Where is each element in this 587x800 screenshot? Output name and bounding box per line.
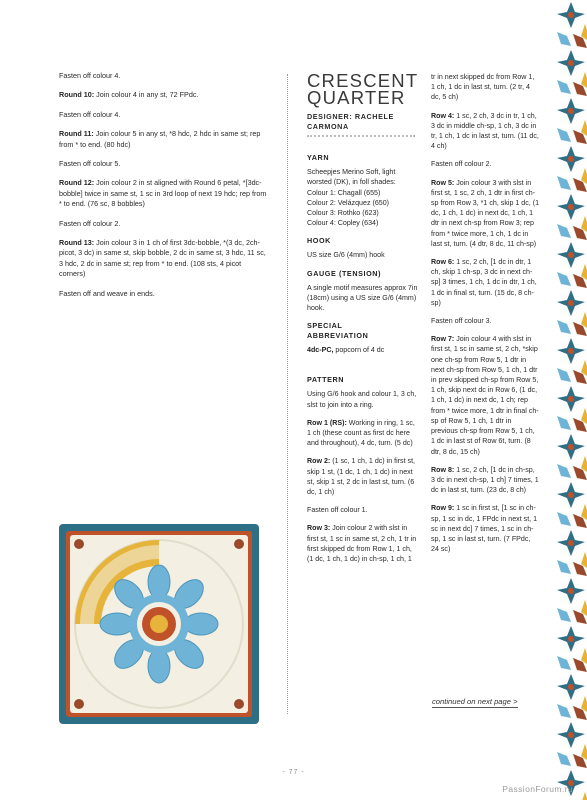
paragraph: Fasten off colour 1.: [307, 506, 368, 515]
designer-credit: DESIGNER: RACHELE CARMONA: [307, 112, 394, 131]
yarn-list: Scheepjes Merino Soft, light worsted (DK), in foll shades: Colour 1: Chagall (655) Colour 2: Velázquez (650) Colour 3: Rothko (623) Colour 4: Copley (634): [307, 167, 419, 228]
yarn-heading: YARN: [307, 153, 330, 163]
tile-star: [557, 2, 587, 48]
crochet-square-photo: [59, 524, 259, 724]
round-12: Round 12: Join colour 2 in st aligned with Round 6 petal, *[3dc-bobble] twice in same st, 1 sc in 3rd loop of next 19 hdc; rep from * to end. (76 sc, 8 bobbles): [59, 178, 267, 209]
row-4: Row 4: 1 sc, 2 ch, 3 dc in tr, 1 ch, 3 dc in middle ch-sp, 1 ch, 3 dc in tr, 1 ch, 1 dc in last st, turn. (11 dc, 4 ch): [431, 111, 539, 151]
left-column: [59, 71, 269, 308]
gauge-text: A single motif measures approx 7in (18cm) using a US size G/6 (4mm) hook.: [307, 283, 418, 313]
paragraph: Fasten off colour 2.: [59, 218, 121, 228]
yarn-colour: Colour 2: Velázquez (650): [307, 198, 390, 207]
hook-heading: HOOK: [307, 236, 331, 246]
pattern-title: CRESCENT QUARTER: [307, 70, 419, 108]
row-5: Row 5: Join colour 3 with slst in first st, 1 sc, 2 ch, 1 dtr in first ch-sp from Row 3, *1 ch, skip 1 dc, (1 dc, 1 ch, 1 dc) in next dc, 1 ch, 1 dtr in next ch-sp from Row 3; rep from * twice more, 1 ch, 1 dc in last st, turn. (4 dtr, 8 dc, 11 ch-sp): [431, 178, 540, 248]
pattern-intro: Using G/6 hook and colour 1, 3 ch, slst to join into a ring.: [307, 390, 417, 409]
gauge-heading: GAUGE (TENSION): [307, 268, 382, 278]
column-divider: [287, 74, 288, 714]
special-abbreviation: 4dc-PC, popcorn of 4 dc: [307, 346, 385, 355]
right-column: [431, 72, 540, 562]
row-6: Row 6: 1 sc, 2 ch, [1 dc in dtr, 1 ch, skip 1 ch-sp, 3 dc in next ch-sp] 3 times, 1 ch, 1 dc in dtr, 1 ch, 1 dc in final st, turn. (15 dc, 8 ch-sp): [431, 258, 537, 307]
paragraph: Fasten off colour 4.: [59, 71, 121, 80]
pattern-heading: PATTERN: [307, 375, 345, 385]
row-8: Row 8: 1 sc, 2 ch, [1 dc in ch-sp, 3 dc in next ch-sp, 1 ch] 7 times, 1 dc in last st, turn. (23 dc, 8 ch): [431, 465, 539, 495]
row-1: Row 1 (RS): Working in ring, 1 sc, 1 ch (these count as first dc here and throughout), 4 dc, turn. (5 dc): [307, 418, 415, 448]
paragraph: Fasten off colour 4.: [59, 109, 121, 119]
middle-column: [307, 72, 419, 572]
watermark: PassionForum.ru: [502, 784, 573, 794]
round-10: Round 10: Join colour 4 in any st, 72 FPdc.: [59, 90, 199, 100]
round-13: Round 13: Join colour 3 in 1 ch of first 3dc-bobble, *(3 dc, 2ch-picot, 3 dc) in same st, skip bobble, 2 dc in same st, 3 hdc, 11 sc, 3 hdc, 2 dc in same st; rep from * to end. (108 sts, 4 picot corners): [59, 238, 266, 279]
yarn-colour: Colour 1: Chagall (655): [307, 188, 381, 197]
decorative-tile-border: [555, 0, 587, 800]
mustard-center: [150, 615, 168, 633]
row-2: Row 2: (1 sc, 1 ch, 1 dc) in first st, skip 1 st, (1 dc, 1 ch, 1 dc) in next st, skip 1 st, 2 dc in last st, turn. (6 dc, 1 ch): [307, 457, 416, 497]
special-abbreviation-heading: SPECIAL ABBREVIATION: [307, 321, 369, 341]
paragraph: Fasten off colour 5.: [59, 159, 121, 169]
row-7: Row 7: Join colour 4 with slst in first st, 1 sc in same st, 2 ch, *skip one ch-sp from Row 5, 1 dtr in next ch-sp from Row 5, 1 ch, 1 dtr in prev skipped ch-sp from Row 5, 1 ch, skip next dc in Row 6, (1 dc, 1 ch, 1 dc) in next dc, 1 ch; rep from * twice more, 1 dtr in final ch-sp of Row 5, 1 ch, 1 dtr in previous ch-sp from Row 5, 1 ch, 1 dc in last st of Row 6t, turn. (8 dtr, 8 dc, 15 ch): [431, 335, 539, 456]
paragraph: Fasten off colour 3.: [431, 317, 492, 326]
row-3: Row 3: Join colour 2 with slst in first st, 1 sc in same st, 2 ch, 1 tr in first skipped dc from Row 1, 1 ch, (1 dc, 1 ch, 1 dc) in ch-sp, 1 ch, 1: [307, 524, 417, 564]
yarn-colour: Colour 4: Copley (634): [307, 219, 379, 228]
row-3-continued: tr in next skipped dc from Row 1, 1 ch, 1 dc in last st, turn. (2 tr, 4 dc, 5 ch): [431, 73, 535, 102]
page-number: - 77 -: [282, 769, 305, 776]
dotted-rule: [307, 135, 415, 137]
yarn-colour: Colour 3: Rothko (623): [307, 209, 379, 217]
hook-text: US size G/6 (4mm) hook: [307, 251, 385, 260]
continued-link[interactable]: continued on next page >: [432, 697, 518, 706]
paragraph: Fasten off and weave in ends.: [59, 288, 155, 298]
row-9: Row 9: 1 sc in first st, [1 sc in ch-sp, 1 sc in dc, 1 FPdc in next st, 1 sc in next dc] 7 times, 1 sc in ch-sp, 1 sc in last st, turn. (7 FPdc, 24 sc): [431, 504, 538, 554]
round-11: Round 11: Join colour 5 in any st, *8 hdc, 2 hdc in same st; rep from * to end. (80 hdc): [59, 129, 261, 149]
paragraph: Fasten off colour 2.: [431, 160, 492, 169]
